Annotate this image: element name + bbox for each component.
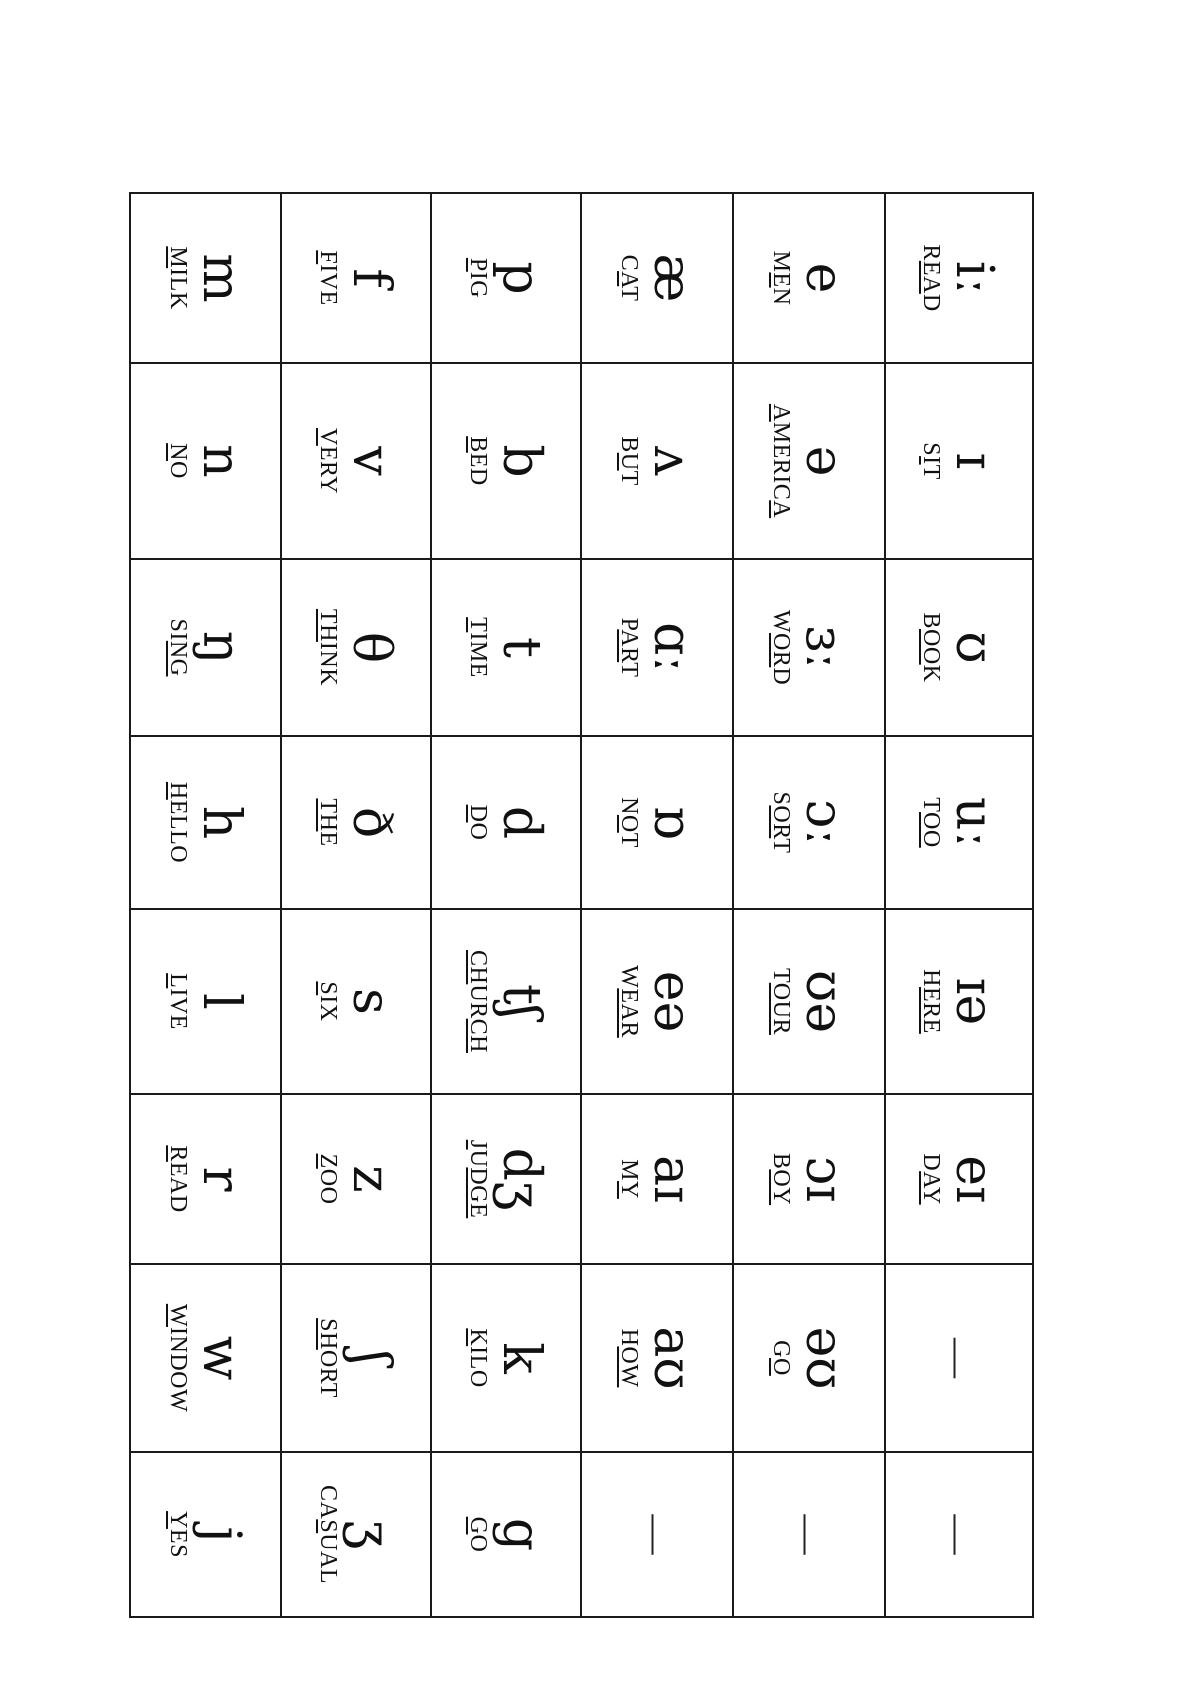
example-word-highlight: TH — [315, 608, 342, 642]
example-word-part: INK — [315, 641, 342, 687]
example-word-highlight: OR — [768, 632, 795, 668]
phoneme-symbol: ʒ — [341, 1519, 402, 1550]
chart-row — [733, 193, 885, 1617]
example-word — [163, 364, 191, 558]
example-word-part: ILO — [465, 1346, 492, 1388]
example-word — [464, 910, 492, 1093]
example-word-part: D — [768, 667, 795, 686]
example-word-highlight: M — [165, 246, 191, 269]
example-word-highlight: SH — [315, 1318, 342, 1350]
example-word-highlight: OUR — [768, 982, 795, 1035]
example-word-highlight: B — [465, 436, 492, 453]
phoneme-symbol: ʃ — [341, 1350, 402, 1366]
phoneme-symbol: e — [794, 262, 855, 294]
example-word — [163, 1265, 191, 1451]
example-word-highlight: O — [616, 814, 643, 833]
example-word — [163, 194, 191, 362]
empty-cell-mark: — — [634, 1514, 680, 1555]
example-word-part: G — [768, 1340, 795, 1358]
example-word — [314, 1095, 342, 1263]
example-word-part: B — [918, 612, 945, 629]
example-word-part: SI — [165, 618, 191, 641]
phoneme-cell — [733, 363, 885, 559]
example-word — [767, 560, 795, 735]
example-word-part: ELLO — [165, 799, 191, 864]
phoneme-symbol: aʊ — [642, 1326, 703, 1390]
phoneme-symbol: ɜː — [794, 625, 855, 670]
phoneme-cell — [130, 909, 281, 1094]
example-word-part: T — [616, 286, 643, 302]
phoneme-cell — [431, 363, 581, 559]
phoneme-cell — [281, 736, 431, 909]
phoneme-cell — [581, 1094, 733, 1264]
example-word — [314, 1265, 342, 1451]
phoneme-symbol: tʃ — [491, 983, 552, 1019]
example-word-highlight: N — [165, 443, 191, 461]
example-word — [464, 364, 492, 558]
example-word-part: UAL — [315, 1533, 342, 1585]
example-word-highlight: P — [465, 257, 492, 272]
phoneme-cell — [431, 909, 581, 1094]
example-word-part: INDOW — [165, 1327, 191, 1413]
example-word-highlight: Y — [165, 1511, 191, 1529]
phoneme-symbol: d — [491, 805, 552, 840]
example-word-part: ORT — [315, 1349, 342, 1398]
example-word-highlight: AY — [918, 1171, 945, 1205]
example-word-part: T — [616, 470, 643, 486]
example-word-part: C — [616, 254, 643, 272]
example-word-part: ES — [165, 1528, 191, 1558]
example-word-highlight: OY — [768, 1169, 795, 1206]
example-word-part: EAD — [165, 1161, 191, 1213]
example-word-highlight: Z — [315, 1153, 342, 1169]
example-word-part: OO — [315, 1168, 342, 1205]
phoneme-symbol: əʊ — [794, 1326, 855, 1390]
example-word — [917, 910, 945, 1093]
phoneme-symbol: h — [190, 805, 251, 840]
example-word — [767, 194, 795, 362]
example-word-highlight: A — [768, 403, 795, 422]
example-word — [615, 737, 643, 908]
empty-cell-mark: — — [786, 1514, 832, 1555]
chart-body — [130, 193, 1033, 1617]
example-word-part: S — [918, 442, 945, 457]
example-word-part: W — [768, 609, 795, 633]
phoneme-symbol: eə — [642, 970, 703, 1033]
example-word-highlight: S — [315, 981, 342, 996]
example-word-highlight: U — [616, 452, 643, 471]
example-word — [464, 1453, 492, 1616]
example-word — [314, 910, 342, 1093]
phoneme-cell — [581, 559, 733, 736]
phoneme-cell — [733, 909, 885, 1094]
example-word — [767, 1265, 795, 1451]
example-word-highlight: E — [768, 272, 795, 288]
empty-cell-mark: — — [936, 1338, 982, 1378]
example-word-part: T — [768, 968, 795, 983]
phoneme-symbol: θ — [341, 631, 402, 664]
chart-row — [281, 193, 431, 1617]
example-word-highlight: V — [315, 427, 342, 446]
phoneme-cell — [281, 1452, 431, 1617]
phoneme-cell — [581, 736, 733, 909]
phoneme-cell — [431, 1452, 581, 1617]
phoneme-cell — [130, 1094, 281, 1264]
phoneme-symbol: dʒ — [491, 1147, 552, 1211]
phoneme-cell — [885, 193, 1033, 363]
phoneme-cell — [431, 559, 581, 736]
phoneme-cell — [281, 1094, 431, 1264]
phoneme-cell — [581, 193, 733, 363]
example-word-highlight: K — [465, 1328, 492, 1347]
example-word — [464, 560, 492, 735]
phoneme-cell — [130, 1452, 281, 1617]
phoneme-symbol: eɪ — [944, 1155, 1005, 1203]
phoneme-cell — [885, 1094, 1033, 1264]
example-word-part: T — [918, 464, 945, 480]
example-word-highlight: W — [165, 1303, 191, 1327]
phoneme-cell — [281, 193, 431, 363]
example-word-part: CA — [315, 1484, 342, 1520]
phoneme-cell — [581, 363, 733, 559]
phoneme-cell — [733, 1094, 885, 1264]
example-word-highlight: EAR — [616, 988, 643, 1038]
phoneme-cell — [733, 193, 885, 363]
example-word-highlight: S — [315, 1519, 342, 1534]
phoneme-cell — [885, 559, 1033, 736]
chart-row — [581, 193, 733, 1617]
phoneme-cell — [130, 736, 281, 909]
example-word-highlight: A — [768, 500, 795, 519]
phoneme-symbol: æ — [642, 253, 703, 303]
example-word-highlight: D — [465, 804, 492, 823]
phoneme-symbol: ɒ — [642, 805, 703, 840]
example-word-highlight: F — [315, 250, 342, 265]
example-word — [163, 737, 191, 908]
example-word — [163, 1453, 191, 1616]
example-word-part: T — [616, 832, 643, 848]
example-word-highlight: ERE — [918, 987, 945, 1034]
example-word — [917, 1095, 945, 1263]
phoneme-symbol: ɪ — [944, 452, 1005, 470]
example-word-part: T — [918, 797, 945, 813]
example-word-part: O — [165, 461, 191, 479]
example-word — [917, 364, 945, 558]
example-word-highlight: H — [165, 781, 191, 800]
example-word-part: ERY — [315, 445, 342, 495]
example-word — [917, 194, 945, 362]
example-word-part: M — [616, 1159, 643, 1181]
example-word-part: IVE — [165, 988, 191, 1030]
example-word — [767, 364, 795, 558]
example-word-part: E — [315, 831, 342, 847]
example-word-part: S — [768, 791, 795, 806]
phoneme-symbol: ɪə — [944, 977, 1005, 1026]
example-word-highlight: OO — [918, 812, 945, 848]
example-word-highlight: DGE — [465, 1167, 492, 1219]
example-word-part: B — [616, 436, 643, 453]
chart-row — [885, 193, 1033, 1617]
example-word — [314, 364, 342, 558]
phoneme-cell — [431, 1264, 581, 1452]
example-word — [163, 910, 191, 1093]
phoneme-symbol: uː — [944, 796, 1005, 848]
phoneme-cell — [130, 363, 281, 559]
example-word-highlight: EA — [918, 260, 945, 294]
example-word — [917, 737, 945, 908]
phoneme-symbol: ʌ — [642, 446, 703, 476]
example-word-part: D — [918, 293, 945, 312]
example-word-part: B — [768, 1152, 795, 1170]
example-word — [615, 560, 643, 735]
example-word-part: U — [465, 1149, 492, 1168]
example-word-part: IVE — [315, 264, 342, 306]
chart-row — [431, 193, 581, 1617]
chart-row — [130, 193, 281, 1617]
example-word-part: O — [465, 1534, 492, 1553]
example-word — [464, 1265, 492, 1451]
phoneme-symbol: b — [491, 444, 552, 478]
example-word — [615, 1095, 643, 1263]
example-word-part: D — [918, 1153, 945, 1172]
example-word-highlight: TH — [315, 798, 342, 832]
phoneme-symbol: ŋ — [190, 630, 251, 665]
phoneme-symbol: iː — [944, 260, 1005, 296]
example-word-highlight: OR — [768, 805, 795, 839]
phoneme-cell — [130, 1264, 281, 1452]
example-word-part: H — [616, 1328, 643, 1347]
example-word — [163, 560, 191, 735]
phoneme-cell — [581, 909, 733, 1094]
example-word-highlight: A — [616, 271, 643, 287]
phoneme-cell — [431, 736, 581, 909]
example-word-highlight: O — [768, 1358, 795, 1376]
phoneme-symbol: z — [341, 1165, 402, 1193]
phoneme-symbol: k — [491, 1342, 552, 1374]
example-word-highlight: T — [465, 617, 492, 633]
example-word-part: IME — [465, 632, 492, 678]
phoneme-cell — [281, 363, 431, 559]
example-word-part: K — [918, 664, 945, 683]
example-word-part: N — [768, 287, 795, 306]
example-word-part: R — [918, 244, 945, 261]
phoneme-symbol: f — [341, 268, 402, 288]
example-word-part: T — [768, 838, 795, 854]
example-word — [464, 1095, 492, 1263]
example-word-highlight: OO — [918, 629, 945, 665]
phoneme-symbol: ð — [341, 806, 402, 839]
example-word-part: N — [616, 797, 643, 815]
example-word-highlight: CH — [465, 1018, 492, 1054]
phoneme-symbol: g — [491, 1517, 552, 1552]
example-word-highlight: G — [465, 1516, 492, 1535]
example-word — [615, 194, 643, 362]
example-word-part: ILK — [165, 268, 191, 310]
example-word-part: M — [768, 250, 795, 273]
example-word-highlight: J — [465, 1139, 492, 1150]
phoneme-cell — [733, 559, 885, 736]
example-word — [464, 194, 492, 362]
phoneme-cell — [733, 1452, 885, 1617]
example-word-part: P — [616, 617, 643, 630]
example-word-highlight: NG — [165, 640, 191, 677]
example-word — [615, 1265, 643, 1451]
phoneme-cell — [281, 909, 431, 1094]
phoneme-cell — [431, 193, 581, 363]
phonemic-chart-table — [129, 192, 1034, 1618]
phoneme-symbol: s — [341, 988, 402, 1015]
example-word-part: IG — [465, 271, 492, 299]
example-word-highlight: I — [918, 456, 945, 465]
example-word — [314, 1453, 342, 1616]
phoneme-symbol: ʊə — [794, 969, 855, 1034]
phoneme-cell — [130, 559, 281, 736]
phoneme-symbol: v — [341, 446, 402, 476]
example-word-part: UR — [465, 984, 492, 1019]
phoneme-symbol: ɑː — [642, 622, 703, 673]
phoneme-cell — [885, 909, 1033, 1094]
phoneme-symbol: n — [190, 444, 251, 478]
phoneme-cell — [885, 736, 1033, 909]
phoneme-cell — [581, 1264, 733, 1452]
example-word — [314, 737, 342, 908]
example-word — [314, 560, 342, 735]
phoneme-symbol: l — [190, 993, 251, 1010]
example-word — [163, 1095, 191, 1263]
example-word-part: IX — [315, 995, 342, 1022]
phoneme-cell — [281, 1264, 431, 1452]
phoneme-symbol: r — [190, 1166, 251, 1192]
example-word-part: W — [616, 965, 643, 989]
example-word — [767, 1095, 795, 1263]
example-word-part: O — [465, 822, 492, 841]
empty-cell-mark: — — [936, 1514, 982, 1555]
example-word-highlight: OW — [616, 1346, 643, 1388]
phoneme-cell — [733, 736, 885, 909]
phoneme-symbol: ɔɪ — [794, 1156, 855, 1202]
example-word — [615, 364, 643, 558]
phoneme-cell — [885, 1452, 1033, 1617]
example-word — [917, 560, 945, 735]
example-word-part: H — [918, 969, 945, 987]
phoneme-cell — [130, 193, 281, 363]
example-word-highlight: AR — [616, 629, 643, 663]
example-word — [767, 737, 795, 908]
example-word — [615, 910, 643, 1093]
phoneme-symbol: ʊ — [944, 631, 1005, 664]
phoneme-cell — [733, 1264, 885, 1452]
example-word-highlight: L — [165, 973, 191, 989]
example-word-highlight: CH — [465, 949, 492, 985]
example-word-part: ED — [465, 452, 492, 486]
phoneme-symbol: p — [491, 261, 552, 295]
example-word-part: MERIC — [768, 421, 795, 501]
example-word — [464, 737, 492, 908]
phoneme-symbol: t — [491, 637, 552, 658]
phoneme-symbol: ə — [794, 445, 855, 477]
example-word-highlight: Y — [616, 1181, 643, 1199]
phoneme-cell — [885, 1264, 1033, 1452]
phoneme-symbol: m — [190, 253, 251, 303]
example-word-highlight: R — [165, 1145, 191, 1162]
phoneme-cell — [281, 559, 431, 736]
phoneme-symbol: ɔː — [794, 799, 855, 846]
phoneme-symbol: aɪ — [642, 1155, 703, 1203]
phoneme-symbol: w — [190, 1335, 251, 1381]
example-word-part: T — [616, 662, 643, 678]
example-word — [314, 194, 342, 362]
phoneme-symbol: j — [190, 1526, 251, 1543]
phoneme-cell — [431, 1094, 581, 1264]
phoneme-cell — [581, 1452, 733, 1617]
example-word — [767, 910, 795, 1093]
phoneme-cell — [885, 363, 1033, 559]
